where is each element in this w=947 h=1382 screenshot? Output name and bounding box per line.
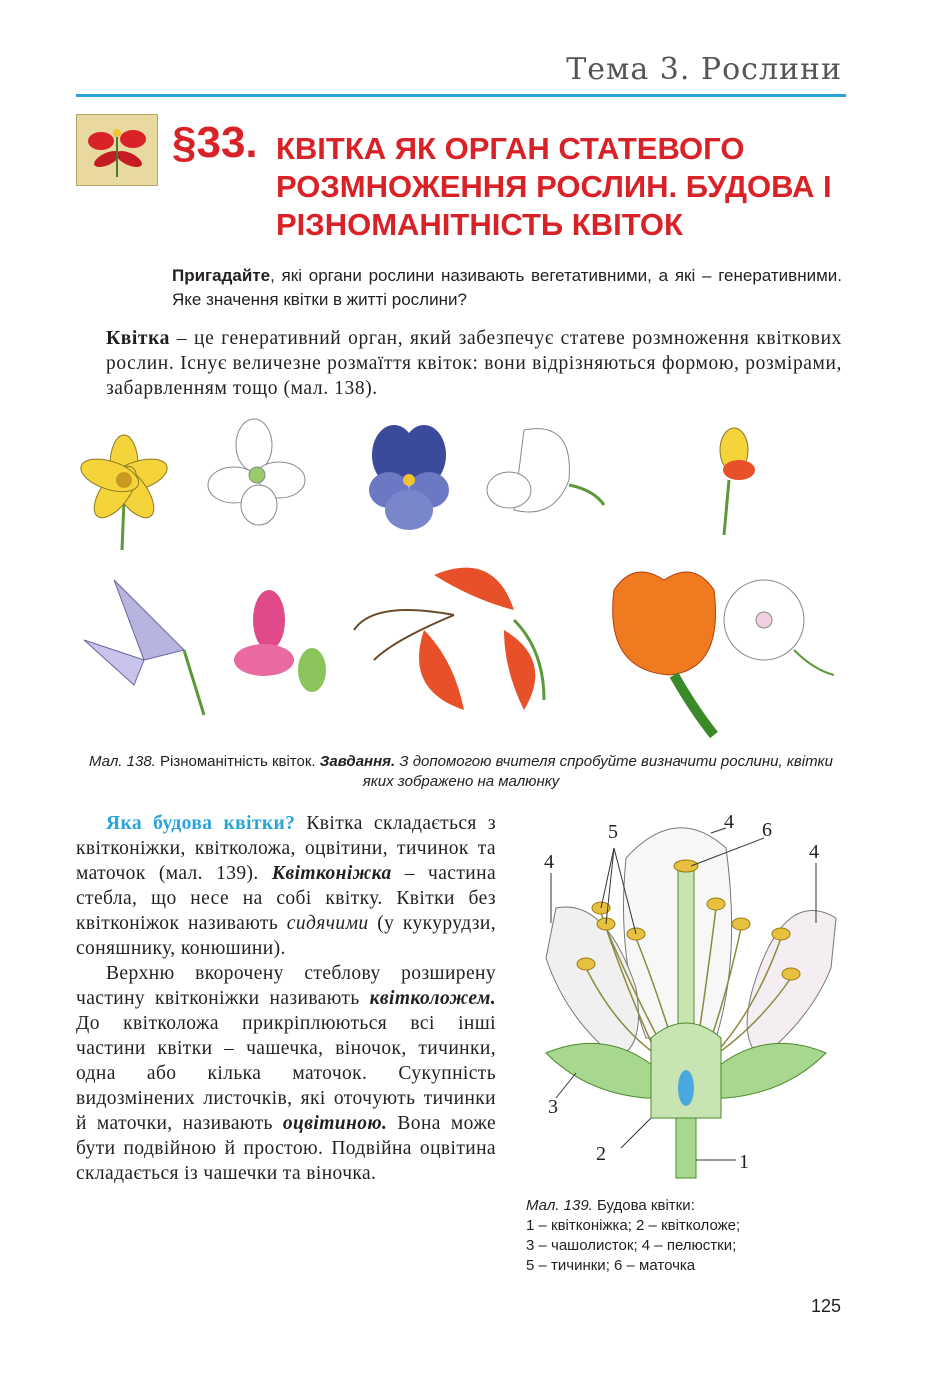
section-number: §33. xyxy=(172,118,258,167)
yellow-snapdragon-image xyxy=(720,428,755,535)
callout-4-right: 4 xyxy=(809,841,819,863)
body-paragraph-2 xyxy=(76,961,496,1186)
figure-139-label: Мал. 139. xyxy=(526,1197,593,1214)
tiger-lily-image xyxy=(354,568,544,710)
violet-flower-image xyxy=(369,425,449,530)
term-pedicel: Квітконіжка xyxy=(271,863,392,884)
body-p2c-text: Вона може бути подвійною й простою. Подвійна оцвітина складається із чашечки та віночка. xyxy=(76,1113,497,1184)
term-sessile: сидячими xyxy=(286,913,369,934)
pink-snapdragon-image xyxy=(234,590,326,692)
callout-5: 5 xyxy=(608,821,618,843)
body-p1b-text: – частина стебла, що несе на собі квітку. Квітки без квітконіжок називають xyxy=(76,863,496,934)
flower-variety-illustration xyxy=(74,410,844,745)
body-text xyxy=(76,811,496,1186)
figure-139-line-1: 1 – квітконіжка; 2 – квітколоже; xyxy=(526,1217,741,1234)
body-p1c-text: (у кукурудзи, соняшнику, конюшини). xyxy=(76,913,496,959)
white-pea-flower-image xyxy=(487,429,604,512)
bellflower-image xyxy=(84,580,204,715)
figure-139-title: Будова квітки: xyxy=(592,1197,695,1214)
figure-139-caption xyxy=(526,1196,846,1276)
body-p2b-text: До квітколожа прикріплюються всі інші частини квітки – чашечка, віночок, тичинки, одна або кілька маточок. Сукупність видозмінених листочків, які оточують тичинки й маточки, називають xyxy=(76,1013,496,1134)
topic-header: Тема 3. Рослини xyxy=(566,52,842,87)
callout-4-left: 4 xyxy=(544,851,554,873)
yellow-flower-image xyxy=(77,435,171,550)
recall-bold: Пригадайте xyxy=(172,266,271,285)
figure-138-text: Різноманітність квіток. xyxy=(155,753,320,770)
callout-2: 2 xyxy=(596,1143,606,1165)
tulip-image xyxy=(613,572,716,735)
body-paragraph-1 xyxy=(76,811,496,961)
figure-138-task-text: З допомогою вчителя спробуйте визначити рослини, квітки яких зображено на малюнку xyxy=(362,753,833,790)
figure-138-label: Мал. 138. xyxy=(89,753,156,770)
intro-term: Квітка xyxy=(106,328,170,349)
white-flower-image xyxy=(208,419,305,525)
term-perianth: оцвітиною. xyxy=(282,1113,388,1134)
flower-structure-diagram xyxy=(526,808,846,1190)
body-p2-text: Верхню вкорочену стеблову розширену частину квітконіжки називають xyxy=(76,963,496,1009)
intro-paragraph xyxy=(106,326,842,401)
body-p1-text: Квітка складається з квітконіжки, квітколожа, оцвітини, тичинок та маточок (мал. 139). xyxy=(76,813,496,884)
intro-text: – це генеративний орган, який забезпечує статеве розмноження квіткових рослин. Існує величезне розмаїття квіток: вони відрізняються формою, розмірами, забарвленням тощо (мал. 138). xyxy=(106,328,842,399)
header-divider xyxy=(76,94,846,97)
recall-prompt xyxy=(172,264,842,312)
section-title: КВІТКА ЯК ОРГАН СТАТЕВОГО РОЗМНОЖЕННЯ РОСЛИН. БУДОВА І РІЗНОМАНІТНІСТЬ КВІТОК xyxy=(276,131,832,242)
figure-139-line-2: 3 – чашолисток; 4 – пелюстки; xyxy=(526,1237,737,1254)
bindweed-image xyxy=(724,580,834,675)
figure-139-line-3: 5 – тичинки; 6 – маточка xyxy=(526,1257,696,1274)
recall-text: , які органи рослини називають вегетативними, а які – генеративними. Яке значення квітки в житті рослини? xyxy=(172,266,842,309)
page-number: 125 xyxy=(810,1296,841,1316)
callout-1: 1 xyxy=(739,1151,749,1173)
body-question: Яка будова квітки? xyxy=(106,813,296,834)
section-flower-icon xyxy=(76,114,158,186)
figure-138-caption xyxy=(76,752,846,792)
callout-6: 6 xyxy=(762,819,772,841)
callout-3: 3 xyxy=(548,1096,558,1118)
term-receptacle: квітколожем. xyxy=(369,988,496,1009)
callout-4-top: 4 xyxy=(724,811,734,833)
figure-138-task-label: Завдання. xyxy=(319,753,396,770)
